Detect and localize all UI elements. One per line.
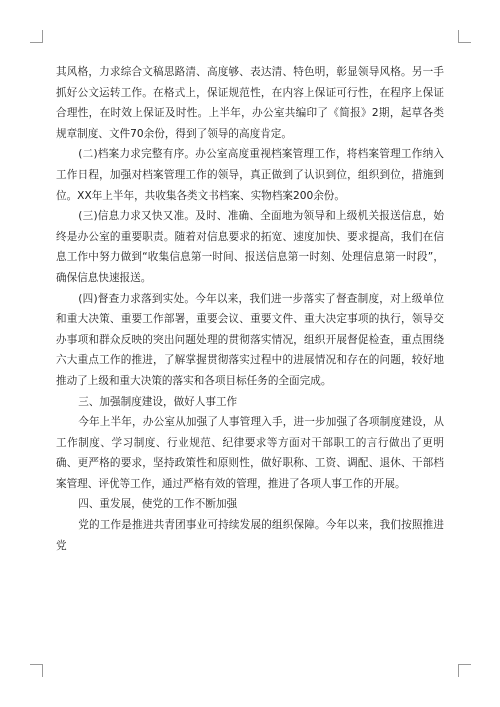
section-heading-personnel: 三、加强制度建设，做好人事工作 [78, 395, 238, 408]
paragraph-personnel: 今年上半年，办公室从加强了人事管理入手，进一步加强了各项制度建设，从工作制度、学习制度、行业规范、纪律要求等方面对干部职工的言行做出了更明确、更严格的要求，坚持政策性和原则性，做好职称、工资、调配、退休、干部档案管理、评优等工作，通过严格有效的管理，推进了各项人事工作的开展。 [56, 416, 444, 490]
paragraph-continuation: 其风格，力求综合文稿思路清、高度够、表达清、特色明，彰显领导风格。另一手抓好公文运转工作。在格式上，保证规范性，在内容上保证可行性，在程序上保证合理性，在时效上保证及时性。上半年，办公室共编印了《简报》2期，起草各类规章制度、文件70余份，得到了领导的高度肯定。 [56, 66, 444, 140]
paragraph-information: (三)信息力求又快又准。及时、准确、全面地为领导和上级机关报送信息，始终是办公室的重要职责。随着对信息要求的拓宽、速度加快、要求提高，我们在信息工作中努力做到“收集信息第一时间、报送信息第一时刻、处理信息第一时段”，确保信息快速报送。 [56, 210, 444, 284]
crop-mark-top-left [30, 30, 43, 43]
section-heading-party: 四、重发展，使党的工作不断加强 [78, 498, 238, 511]
document-body [56, 62, 444, 556]
crop-mark-top-right [458, 30, 471, 43]
paragraph-party: 党的工作是推进共青团事业可持续发展的组织保障。今年以来，我们按照推进党 [56, 519, 444, 552]
crop-mark-bottom-right [458, 664, 471, 677]
paragraph-supervision: (四)督查力求落到实处。今年以来，我们进一步落实了督查制度，对上级单位和重大决策、重要工作部署，重要会议、重要文件、重大决定事项的执行，领导交办事项和群众反映的突出问题处理的贯彻落实情况，组织开展督促检查，重点围绕六大重点工作的推进，了解掌握贯彻落实过程中的进展情况和存在的问题，较好地推动了上级和重大决策的落实和各项目标任务的全面完成。 [56, 292, 444, 387]
crop-mark-bottom-left [30, 664, 43, 677]
paragraph-archives: (二)档案力求完整有序。办公室高度重视档案管理工作，将档案管理工作纳入工作日程，加强对档案管理工作的领导，真正做到了认识到位，组织到位，措施到位。XX年上半年，共收集各类文书档案、实物档案200余份。 [56, 148, 444, 202]
